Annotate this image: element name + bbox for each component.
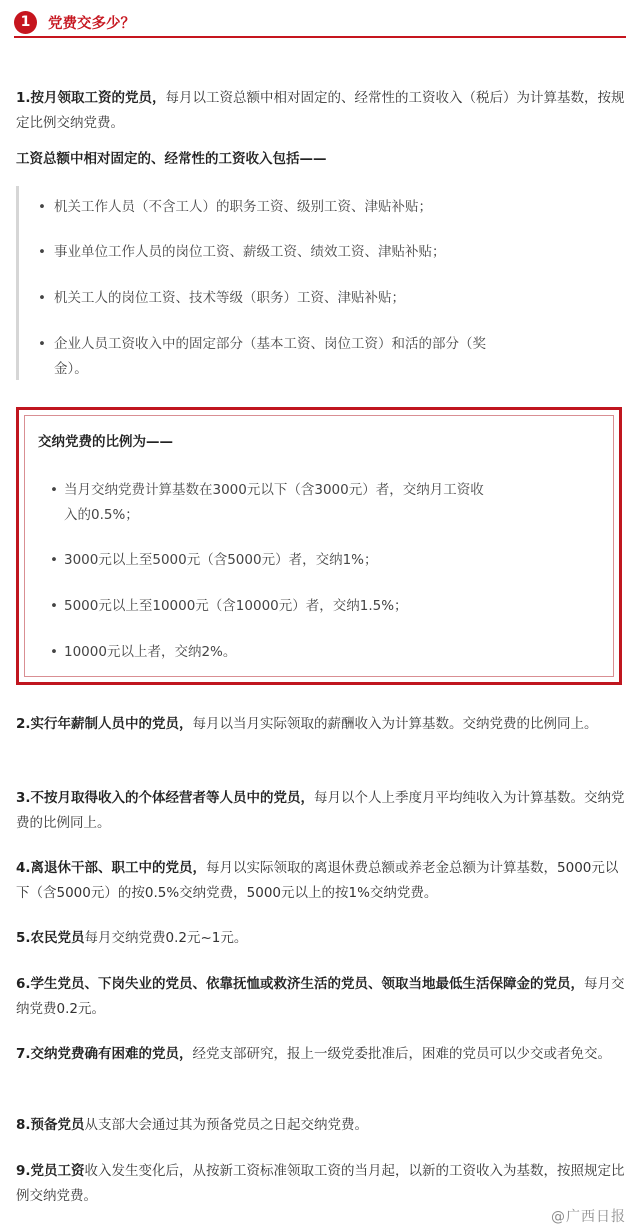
paragraph-2: 2.实行年薪制人员中的党员，每月以当月实际领取的薪酬收入为计算基数。交纳党费的比例同上。 (16, 716, 598, 732)
income-item-2: • 事业单位工作人员的岗位工资、薪级工资、绩效工资、津贴补贴； (38, 240, 508, 265)
section-number-badge: 1 (14, 11, 37, 34)
income-item-4: • 企业人员工资收入中的固定部分（基本工资、岗位工资）和活的部分（奖金）。 (38, 332, 508, 382)
ratio-box-title: 交纳党费的比例为—— (38, 434, 173, 450)
income-item-3: • 机关工人的岗位工资、技术等级（职务）工资、津贴补贴； (38, 286, 508, 311)
paragraph-1 (16, 86, 628, 136)
paragraph-5: 5.农民党员每月交纳党费0.2元~1元。 (16, 930, 248, 946)
bullet-dot-icon: • (38, 290, 46, 306)
paragraph-8: 8.预备党员从支部大会通过其为预备党员之日起交纳党费。 (16, 1117, 369, 1133)
bullet-dot-icon: • (38, 244, 46, 260)
bullet-dot-icon: • (50, 552, 58, 568)
watermark: @广西日报 (551, 1209, 626, 1225)
paragraph-1-text: 每月以工资总额中相对固定的、经常性的工资收入（税后）为计算基数，按规定比例交纳党费。 (16, 90, 625, 131)
paragraph-3: 3.不按月取得收入的个体经营者等人员中的党员，每月以个人上季度月平均纯收入为计算基数。交纳党费的比例同上。 (16, 790, 625, 831)
bullet-dot-icon: • (50, 644, 58, 660)
ratio-item-4: • 10000元以上者，交纳2%。 (50, 640, 490, 665)
paragraph-1-lead: 1.按月领取工资的党员， (16, 90, 166, 106)
ratio-item-1: • 当月交纳党费计算基数在3000元以下（含3000元）者，交纳月工资收入的0.5%； (50, 478, 490, 528)
paragraph-9: 9.党员工资收入发生变化后，从按新工资标准领取工资的当月起，以新的工资收入为基数，按照规定比例交纳党费。 (16, 1163, 625, 1204)
section-header (14, 8, 626, 38)
income-heading: 工资总额中相对固定的、经常性的工资收入包括—— (16, 151, 327, 167)
paragraph-7: 7.交纳党费确有困难的党员，经党支部研究，报上一级党委批准后，困难的党员可以少交或者免交。 (16, 1046, 612, 1062)
bullet-dot-icon: • (38, 336, 46, 352)
bullet-dot-icon: • (50, 482, 58, 498)
bullet-dot-icon: • (38, 199, 46, 215)
header-divider (14, 36, 626, 38)
paragraph-4: 4.离退休干部、职工中的党员，每月以实际领取的离退休费总额或养老金总额为计算基数，5000元以下（含5000元）的按0.5%交纳党费，5000元以上的按1%交纳党费。 (16, 860, 619, 901)
ratio-item-3: • 5000元以上至10000元（含10000元）者，交纳1.5%； (50, 594, 490, 619)
paragraph-6: 6.学生党员、下岗失业的党员、依靠抚恤或救济生活的党员、领取当地最低生活保障金的党员，每月交纳党费0.2元。 (16, 976, 625, 1017)
section-title: 党费交多少？ (48, 16, 135, 32)
bullet-dot-icon: • (50, 598, 58, 614)
ratio-item-2: • 3000元以上至5000元（含5000元）者，交纳1%； (50, 548, 490, 573)
income-item-1: • 机关工作人员（不含工人）的职务工资、级别工资、津贴补贴； (38, 195, 508, 220)
